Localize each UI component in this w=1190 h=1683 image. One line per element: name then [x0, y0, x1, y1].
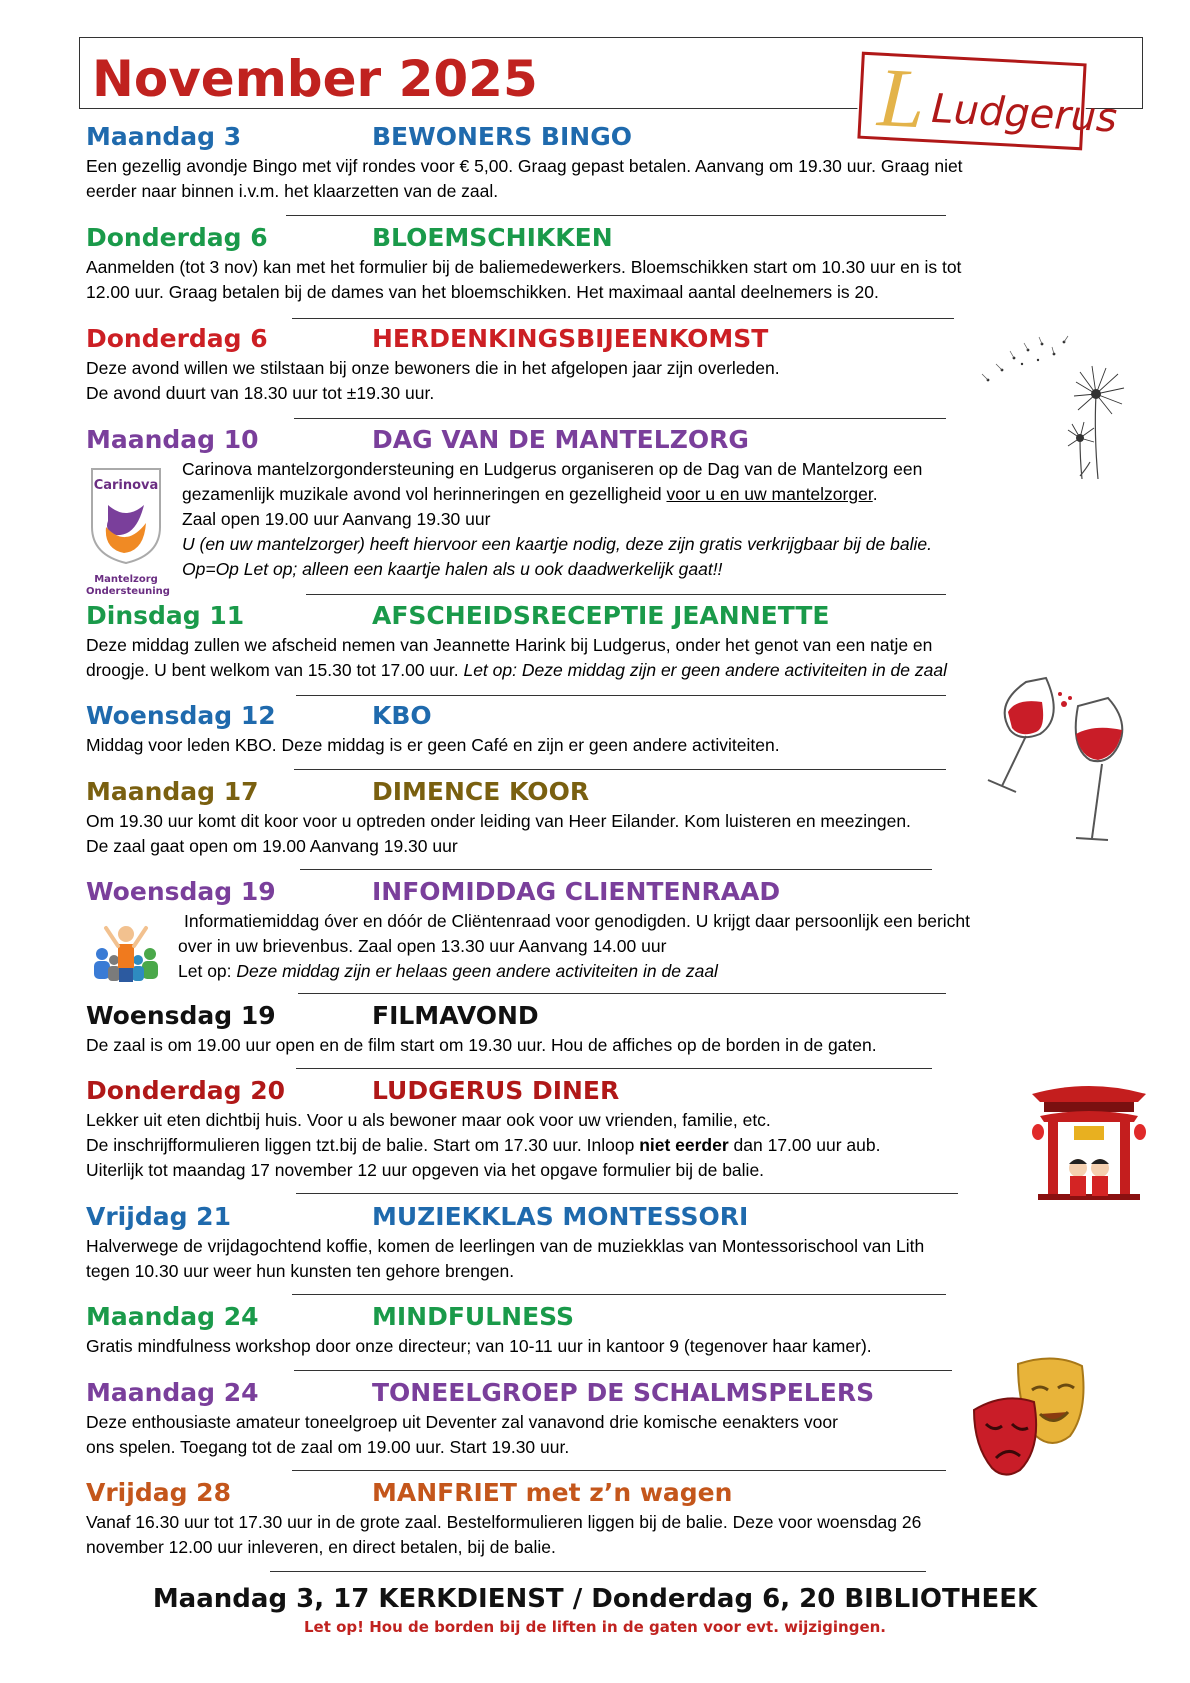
event-text: Halverwege de vrijdagochtend koffie, komen de leerlingen van de muziekklas van Montessorischool van Lith — [86, 1236, 925, 1256]
event-text: Vanaf 16.30 uur tot 17.30 uur in de grote zaal. Bestelformulieren liggen bij de balie. Deze voor woensdag 26 — [86, 1512, 922, 1532]
event-text: gezamenlijk muzikale avond vol herinneringen en gezelligheid voor u en uw mantelzorger. — [182, 484, 878, 504]
event-text: november 12.00 uur inleveren, en direct betalen, bij de balie. — [86, 1537, 556, 1557]
event-text: Middag voor leden KBO. Deze middag is er geen Café en zijn er geen andere activiteiten. — [86, 735, 780, 755]
divider — [296, 695, 946, 696]
event-afscheid — [86, 600, 1086, 683]
chinese-gate-icon — [1030, 1072, 1148, 1202]
event-day: Donderdag 6 — [86, 223, 268, 252]
event-title: MINDFULNESS — [372, 1302, 575, 1331]
event-diner — [86, 1075, 1086, 1183]
divider — [296, 1068, 932, 1069]
divider — [294, 418, 946, 419]
event-day: Vrijdag 21 — [86, 1202, 231, 1231]
event-toneelgroep — [86, 1377, 1086, 1460]
divider — [292, 1470, 946, 1471]
event-text: eerder naar binnen i.v.m. het klaarzetten van de zaal. — [86, 181, 499, 201]
event-day: Maandag 17 — [86, 777, 259, 806]
carinova-subtitle: Ondersteuning — [86, 586, 170, 597]
event-day: Donderdag 20 — [86, 1076, 286, 1105]
event-text: Zaal open 19.00 uur Aanvang 19.30 uur — [182, 509, 491, 529]
event-text: Let op: Deze middag zijn er helaas geen andere activiteiten in de zaal — [178, 961, 718, 981]
event-title: FILMAVOND — [372, 1001, 539, 1030]
event-title: DAG VAN DE MANTELZORG — [372, 425, 749, 454]
svg-text:L: L — [875, 51, 928, 147]
carinova-name: Carinova — [93, 478, 159, 493]
event-text: Carinova mantelzorgondersteuning en Ludgerus organiseren op de Dag van de Mantelzorg een — [182, 459, 923, 479]
event-day: Vrijdag 28 — [86, 1478, 231, 1507]
event-title: LUDGERUS DINER — [372, 1076, 620, 1105]
event-text: droogje. U bent welkom van 15.30 tot 17.00 uur. Let op: Deze middag zijn er geen andere activiteiten in de zaal — [86, 660, 947, 680]
event-text: De zaal is om 19.00 uur open en de film start om 19.30 uur. Hou de affiches op de borden in de gaten. — [86, 1035, 877, 1055]
event-clientenraad — [86, 876, 1086, 984]
event-text: Aanmelden (tot 3 nov) kan met het formulier bij de baliemedewerkers. Bloemschikken start om 10.30 uur en is tot — [86, 257, 962, 277]
event-text: De zaal gaat open om 19.00 Aanvang 19.30 uur — [86, 836, 458, 856]
event-day: Maandag 24 — [86, 1378, 259, 1407]
divider — [294, 769, 946, 770]
event-text: Deze middag zullen we afscheid nemen van Jeannette Harink bij Ludgerus, onder het genot van een natje en — [86, 635, 933, 655]
divider — [306, 594, 946, 595]
event-herdenking — [86, 323, 1086, 406]
event-muziekklas — [86, 1201, 1086, 1284]
people-group-icon — [90, 918, 162, 984]
event-day: Woensdag 12 — [86, 701, 276, 730]
event-text: Een gezellig avondje Bingo met vijf rondes voor € 5,00. Graag gepast betalen. Aanvang om 19.30 uur. Graag niet — [86, 156, 963, 176]
event-text: over in uw brievenbus. Zaal open 13.30 uur Aanvang 14.00 uur — [178, 936, 667, 956]
page-title: November 2025 — [92, 50, 538, 108]
event-text: Om 19.30 uur komt dit koor voor u optreden onder leiding van Heer Eilander. Kom luisteren en meezingen. — [86, 811, 911, 831]
logo-text: Ludgerus — [930, 85, 1119, 142]
event-title: AFSCHEIDSRECEPTIE JEANNETTE — [372, 601, 830, 630]
event-title: TONEELGROEP DE SCHALMSPELERS — [372, 1378, 875, 1407]
divider — [292, 1294, 946, 1295]
event-text: tegen 10.30 uur weer hun kunsten ten gehore brengen. — [86, 1261, 515, 1281]
event-title: MANFRIET met z’n wagen — [372, 1478, 733, 1507]
event-filmavond — [86, 1000, 1086, 1058]
footer-summary: Maandag 3, 17 KERKDIENST / Donderdag 6, 20 BIBLIOTHEEK — [152, 1584, 1038, 1614]
divider — [270, 1571, 926, 1572]
event-day: Woensdag 19 — [86, 1001, 276, 1030]
event-mindfulness — [86, 1301, 1086, 1359]
event-text: ons spelen. Toegang tot de zaal om 19.00 uur. Start 19.30 uur. — [86, 1437, 570, 1457]
ludgerus-logo — [856, 50, 1119, 152]
divider — [294, 1370, 952, 1371]
event-text: Op=Op Let op; alleen een kaartje halen als u ook daadwerkelijk gaat!! — [182, 559, 723, 579]
event-day: Woensdag 19 — [86, 877, 276, 906]
event-day: Maandag 10 — [86, 425, 259, 454]
divider — [286, 215, 946, 216]
event-title: KBO — [372, 701, 432, 730]
event-text: De inschrijfformulieren liggen tzt.bij de balie. Start om 17.30 uur. Inloop niet eerder dan 17.00 uur aub. — [86, 1135, 881, 1155]
event-day: Maandag 3 — [86, 122, 242, 151]
event-text: 12.00 uur. Graag betalen bij de dames van het bloemschikken. Het maximaal aantal deelnemers is 20. — [86, 282, 879, 302]
event-dimence — [86, 776, 1086, 859]
event-title: INFOMIDDAG CLIENTENRAAD — [372, 877, 781, 906]
event-day: Donderdag 6 — [86, 324, 268, 353]
divider — [292, 318, 954, 319]
event-text: Uiterlijk tot maandag 17 november 12 uur opgeven via het opgave formulier bij de balie. — [86, 1160, 765, 1180]
carinova-logo — [86, 465, 170, 597]
event-manfriet — [86, 1477, 1086, 1560]
event-text: De avond duurt van 18.30 uur tot ±19.30 uur. — [86, 383, 435, 403]
divider — [296, 1193, 958, 1194]
event-title: DIMENCE KOOR — [372, 777, 590, 806]
event-title: MUZIEKKLAS MONTESSORI — [372, 1202, 749, 1231]
divider — [300, 869, 932, 870]
event-text: Deze enthousiaste amateur toneelgroep uit Deventer zal vanavond drie komische eenakters voor — [86, 1412, 838, 1432]
theater-masks-icon — [970, 1352, 1102, 1482]
event-mantelzorg — [86, 424, 1086, 582]
divider — [298, 993, 946, 994]
footer-note: Let op! Hou de borden bij de liften in de gaten voor evt. wijzigingen. — [304, 1618, 886, 1636]
event-title: BEWONERS BINGO — [372, 122, 632, 151]
event-day: Maandag 24 — [86, 1302, 259, 1331]
event-title: HERDENKINGSBIJEENKOMST — [372, 324, 769, 353]
event-text: Deze avond willen we stilstaan bij onze bewoners die in het afgelopen jaar zijn overleden. — [86, 358, 780, 378]
event-bloemschikken — [86, 222, 1086, 305]
event-text: U (en uw mantelzorger) heeft hiervoor een kaartje nodig, deze zijn gratis verkrijgbaar bij de balie. — [182, 534, 932, 554]
event-text: Lekker uit eten dichtbij huis. Voor u als bewoner maar ook voor uw vrienden, familie, etc. — [86, 1110, 771, 1130]
event-title: BLOEMSCHIKKEN — [372, 223, 613, 252]
event-day: Dinsdag 11 — [86, 601, 245, 630]
event-text: Gratis mindfulness workshop door onze directeur; van 10-11 uur in kantoor 9 (tegenover haar kamer). — [86, 1336, 872, 1356]
carinova-subtitle: Mantelzorg — [94, 574, 158, 585]
event-text: Informatiemiddag óver en dóór de Cliëntenraad voor genodigden. U krijgt daar persoonlijk een bericht — [184, 911, 971, 931]
event-kbo — [86, 700, 1086, 758]
